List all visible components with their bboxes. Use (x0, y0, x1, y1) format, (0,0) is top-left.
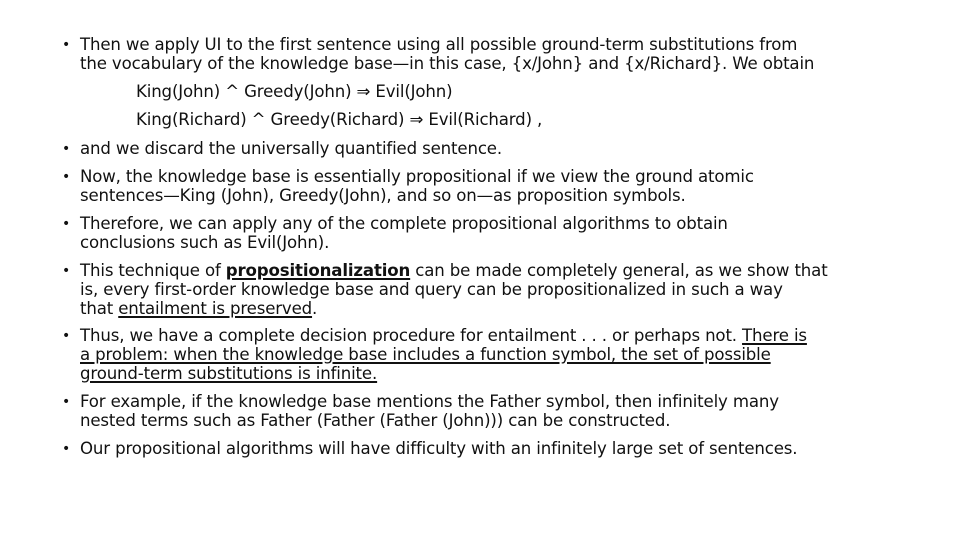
bullet-text-line: For example, if the knowledge base mentions the Father symbol, then infinitely many (80, 392, 779, 411)
bullet-marker: • (62, 169, 71, 185)
bullet-text-line (80, 300, 317, 318)
bullet-text-line: is, every first-order knowledge base and query can be propositionalized in such a way (80, 280, 783, 299)
bullet-text-line: and we discard the universally quantified sentence. (80, 139, 502, 158)
text-run: that (80, 299, 119, 318)
bullet-text-line: sentences—King (John), Greedy(John), and so on—as proposition symbols. (80, 186, 686, 205)
text-run: Thus, we have a complete decision procedure for entailment . . . or perhaps not. (80, 326, 743, 345)
text-run: . (312, 299, 318, 318)
bullet-marker: • (62, 37, 71, 53)
underlined-phrase: entailment is preserved (118, 299, 313, 318)
bullet-marker: • (62, 141, 71, 157)
bullet-marker: • (62, 216, 71, 232)
bullet-text-line: the vocabulary of the knowledge base—in this case, {x/John} and {x/Richard}. We obtain (80, 54, 815, 73)
bullet-text-line (80, 262, 828, 280)
bullet-marker: • (62, 263, 71, 279)
bullet-marker: • (62, 394, 71, 410)
bullet-text-line: Therefore, we can apply any of the complete propositional algorithms to obtain (80, 214, 728, 233)
key-term-propositionalization: propositionalization (225, 261, 411, 280)
bullet-text-line: nested terms such as Father (Father (Father (John))) can be constructed. (80, 411, 671, 430)
bullet-text-line: conclusions such as Evil(John). (80, 233, 330, 252)
text-run: This technique of (80, 261, 226, 280)
bullet-text-line: Now, the knowledge base is essentially propositional if we view the ground atomic (80, 167, 754, 186)
text-run: can be made completely general, as we show that (410, 261, 828, 280)
bullet-marker: • (62, 441, 71, 457)
formula-line: King(Richard) ^ Greedy(Richard) ⇒ Evil(Richard) , (136, 110, 543, 129)
underlined-line: ground-term substitutions is infinite. (80, 364, 378, 383)
bullet-text-line (80, 327, 807, 345)
bullet-text-line: Then we apply UI to the first sentence using all possible ground-term substitutions from (80, 35, 798, 54)
bullet-marker: • (62, 328, 71, 344)
formula-line: King(John) ^ Greedy(John) ⇒ Evil(John) (136, 82, 453, 101)
bullet-text-line: Our propositional algorithms will have difficulty with an infinitely large set of sentences. (80, 439, 798, 458)
underlined-line: a problem: when the knowledge base includes a function symbol, the set of possible (80, 345, 771, 364)
underlined-phrase: There is (742, 326, 807, 345)
